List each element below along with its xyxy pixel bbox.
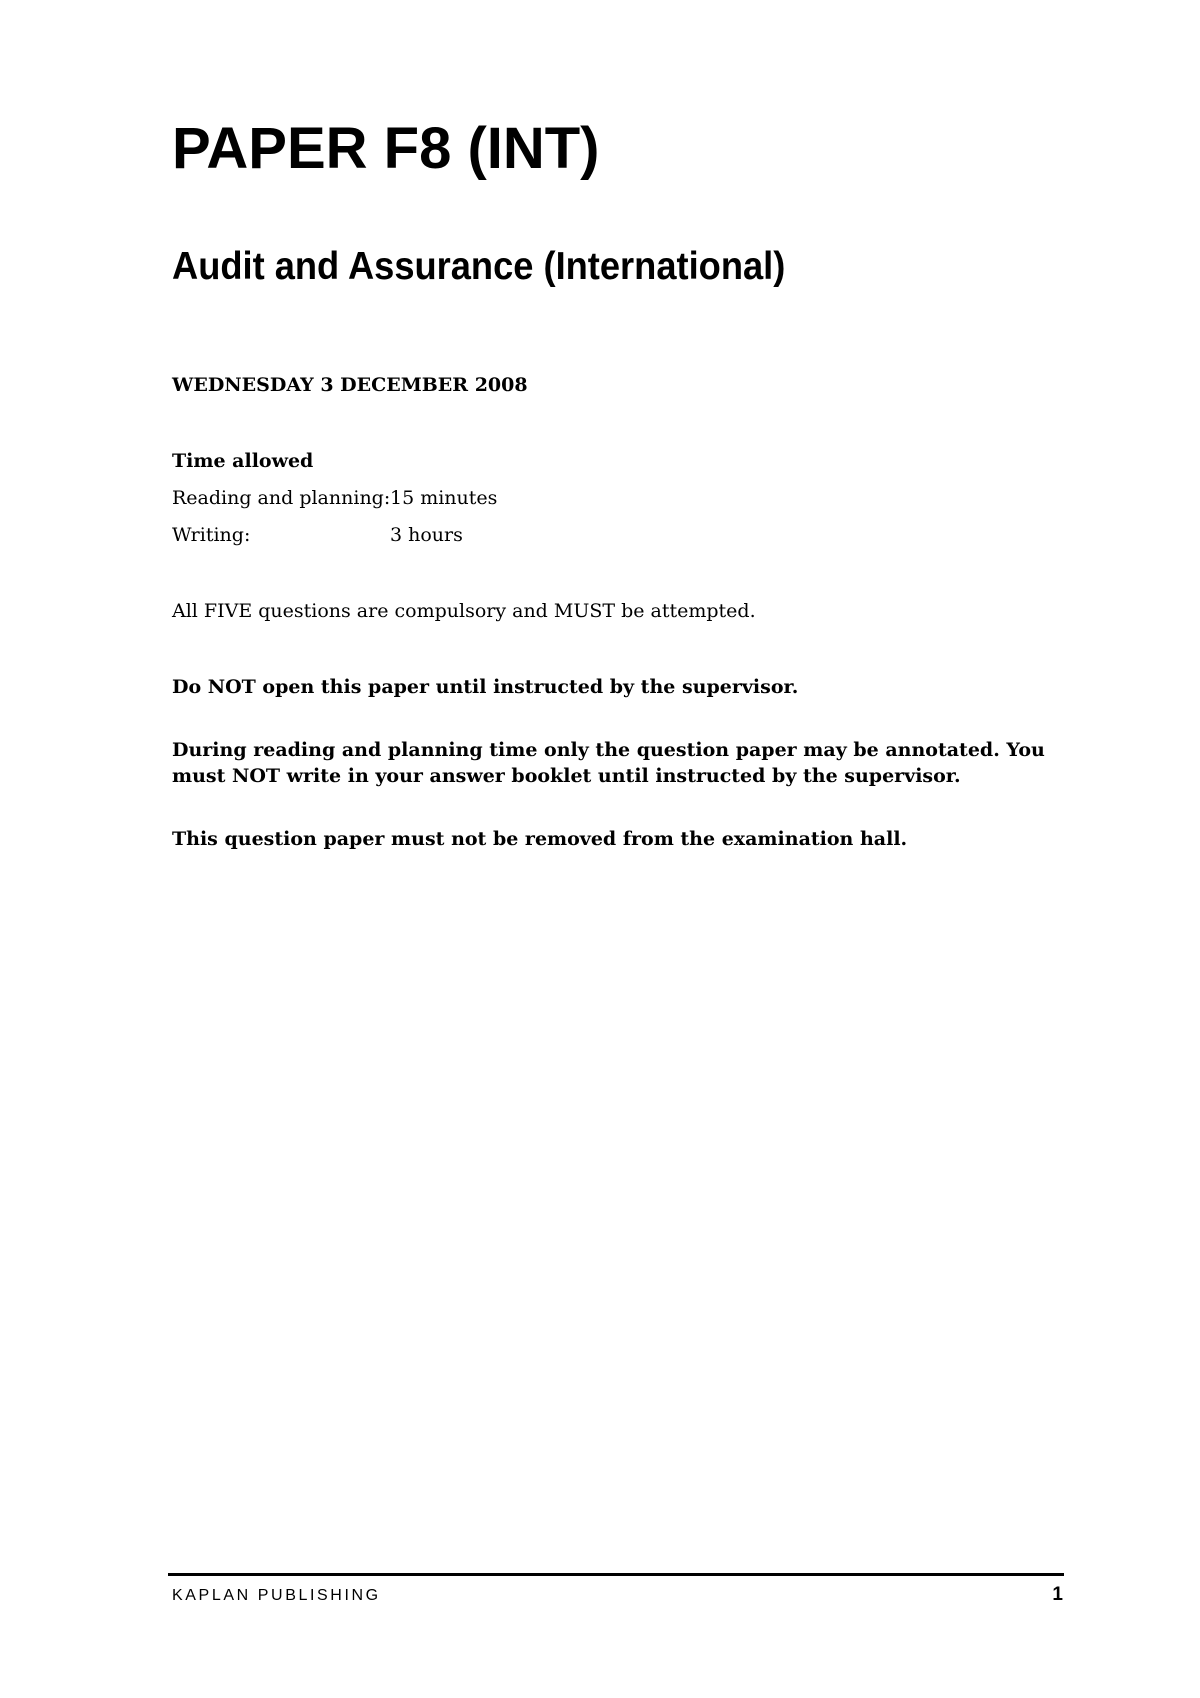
instruction-reading-time: During reading and planning time only the question paper may be annotated. You must NOT write in your answer booklet until instructed by the supervisor.: [172, 739, 1045, 787]
footer-publisher: KAPLAN PUBLISHING: [172, 1587, 381, 1604]
instruction-compulsory: All FIVE questions are compulsory and MUST be attempted.: [172, 600, 756, 622]
time-allowed-heading: Time allowed: [172, 450, 314, 472]
paper-title: PAPER F8 (INT): [172, 116, 600, 181]
paper-subtitle: Audit and Assurance (International): [172, 245, 786, 288]
instruction-not-removed: This question paper must not be removed from the examination hall.: [172, 828, 908, 850]
time-row-value: 3 hours: [390, 524, 463, 546]
instruction-do-not-open: Do NOT open this paper until instructed by the supervisor.: [172, 676, 799, 698]
exam-date: WEDNESDAY 3 DECEMBER 2008: [172, 374, 528, 396]
footer-divider: [168, 1573, 1064, 1576]
page-number: 1: [1052, 1584, 1063, 1605]
time-row-label: Writing:: [172, 524, 251, 546]
time-row-label: Reading and planning:: [172, 487, 391, 509]
time-row-value: 15 minutes: [390, 487, 498, 509]
